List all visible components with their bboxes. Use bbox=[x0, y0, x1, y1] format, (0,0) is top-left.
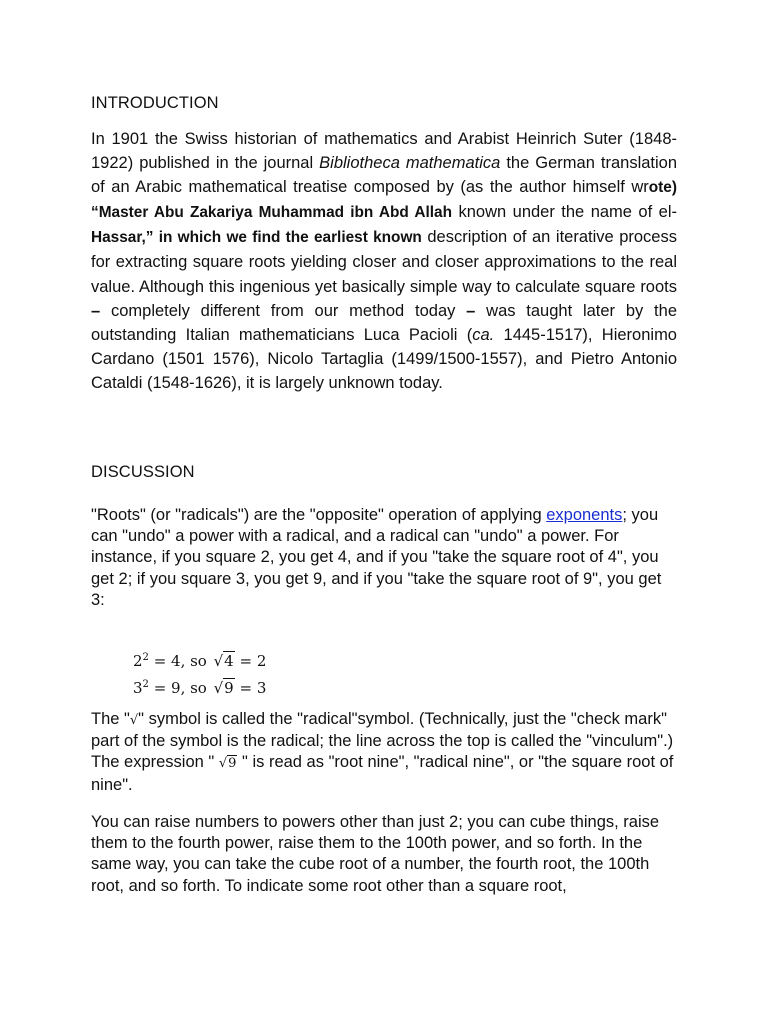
discussion-paragraph-2 bbox=[91, 709, 677, 796]
discussion-paragraph-1 bbox=[91, 505, 677, 611]
radical-symbol: √ bbox=[218, 756, 228, 772]
radicand: 9 bbox=[224, 679, 234, 697]
radicand: 4 bbox=[224, 652, 234, 670]
author-name: ote) “Master Abu Zakariya Muhammad ibn Abd Allah bbox=[91, 179, 677, 222]
journal-title: Bibliotheca mathematica bbox=[319, 154, 501, 173]
intro-text: known under the name of el- bbox=[458, 203, 677, 222]
math-exponent: 2 bbox=[142, 652, 149, 663]
math-exponent: 2 bbox=[142, 679, 149, 690]
paragraph-text: " symbol is called the "radical"symbol. (Technically, just the "check mark" part of the symbol is the radical; the line across the top is called the "vinculum".) The expression " bbox=[91, 710, 674, 772]
intro-heading: INTRODUCTION bbox=[91, 94, 219, 112]
intro-paragraph bbox=[91, 127, 677, 395]
intro-text: description of an iterative process for extracting square roots yielding closer and closer approximations to the real value. Although this ingenious yet basically simple way to calculate square roots bbox=[91, 228, 677, 296]
intro-text: 1445-1517), Hieronimo Cardano (1501 1576), Nicolo Tartaglia (1499/1500-1557), and Pietro Antonio Cataldi (1548-1626), it is largely unknown today. bbox=[91, 325, 677, 392]
radical-expression: √9 bbox=[213, 679, 234, 697]
radical-expression bbox=[219, 755, 238, 771]
paragraph-text: " is read as "root nine", "radical nine", or "the square root of nine". bbox=[91, 753, 674, 794]
em-dash: – bbox=[91, 301, 101, 320]
paragraph-text: The " bbox=[91, 710, 130, 728]
math-text: = 4, so bbox=[148, 652, 212, 670]
exponents-link[interactable]: exponents bbox=[546, 506, 623, 524]
radical-expression: √4 bbox=[213, 652, 234, 670]
paragraph-text: "Roots" (or "radicals") are the "opposite" operation of applying bbox=[91, 506, 547, 524]
intro-text: completely different from our method today bbox=[100, 301, 467, 320]
math-example-2 bbox=[133, 672, 266, 701]
math-text: = 2 bbox=[234, 652, 267, 670]
em-dash: – bbox=[466, 301, 476, 320]
discussion-paragraph-3: You can raise numbers to powers other than just 2; you can cube things, raise them to the fourth power, raise them to the 100th power, and so forth. In the same way, you can take the cube root of a number, the fourth root, the 100th root, and so forth. To indicate some root other than a square root, bbox=[91, 813, 660, 895]
math-base: 2 bbox=[133, 652, 143, 670]
radical-symbol: √ bbox=[129, 713, 139, 728]
radicand: 9 bbox=[228, 756, 237, 772]
math-base: 3 bbox=[133, 679, 143, 697]
intro-text: In 1901 the Swiss historian of mathematics and Arabist Heinrich Suter (1848-1922) published in the journal bbox=[91, 130, 677, 173]
intro-bold-text: Hassar,” in which we find the earliest known bbox=[91, 229, 422, 247]
discussion-heading: DISCUSSION bbox=[91, 463, 195, 481]
paragraph-text: ; you can "undo" a power with a radical, and a radical can "undo" a power. For instance, if you square 2, you get 4, and if you "take the square root of 4", you get 2; if you square 3, you get 9, and if you "take the square root of 9", you get 3: bbox=[91, 506, 662, 609]
math-text: = 9, so bbox=[148, 679, 212, 697]
math-text: = 3 bbox=[234, 679, 267, 697]
intro-text: the German translation of an Arabic mathematical treatise composed by (as the author himself wr bbox=[91, 154, 678, 197]
intro-text: was taught later by the outstanding Italian mathematicians Luca Pacioli ( bbox=[91, 301, 677, 344]
math-example-1 bbox=[133, 645, 266, 674]
circa-abbrev: ca. bbox=[472, 325, 495, 344]
